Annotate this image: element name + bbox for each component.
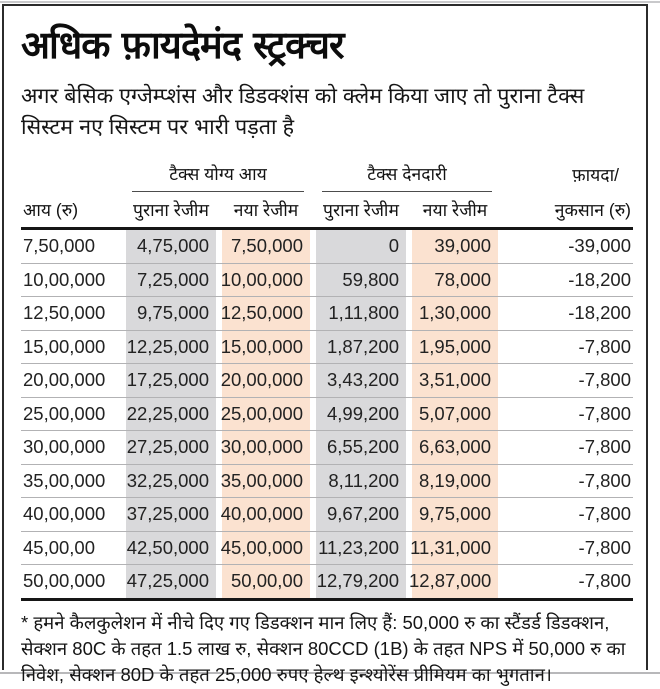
table-cell: 20,00,000	[21, 364, 123, 398]
group-header-row	[21, 155, 633, 192]
table-cell: -18,200	[501, 264, 633, 298]
table-cell: 1,95,000	[409, 331, 501, 365]
table-cell: 78,000	[409, 264, 501, 298]
table-cell: 25,00,000	[219, 398, 313, 432]
column-header-old-regime-taxable: पुराना रेजीम	[123, 192, 219, 230]
table-cell: 30,00,000	[219, 431, 313, 465]
table-row	[21, 565, 633, 601]
column-header-new-regime-taxable: नया रेजीम	[219, 192, 313, 230]
table-cell: -7,800	[501, 532, 633, 566]
footnote: * हमने कैलकुलेशन में नीचे दिए गए डिडक्शन मान लिए हैं: 50,000 रु का स्टैंडर्ड डिडक्शन, सेक्शन 80C के तहत 1.5 लाख रु, सेक्शन 80CCD (1B) के तहत NPS में 50,000 रु का निवेश, सेक्शन 80D के तहत 25,000 रुपए हेल्थ इन्श्योरेंस प्रीमियम का भुगतान।	[21, 611, 626, 686]
table-cell: 50,00,00	[219, 565, 313, 601]
table-cell: 22,25,000	[123, 398, 219, 432]
table-cell: 9,75,000	[123, 297, 219, 331]
table-cell: 6,55,200	[313, 431, 409, 465]
table-cell: 27,25,000	[123, 431, 219, 465]
table-cell: 59,800	[313, 264, 409, 298]
table-cell: 4,99,200	[313, 398, 409, 432]
table-row	[21, 398, 633, 432]
table-cell: -39,000	[501, 230, 633, 264]
table-row	[21, 465, 633, 499]
table-cell: 3,51,000	[409, 364, 501, 398]
table-cell: 17,25,000	[123, 364, 219, 398]
table-cell: 12,25,000	[123, 331, 219, 365]
page-title: अधिक फ़ायदेमंद स्ट्रक्चर	[21, 23, 344, 67]
table-header	[21, 155, 633, 230]
table-cell: 25,00,000	[21, 398, 123, 432]
table-cell: 45,00,00	[21, 532, 123, 566]
infographic-card	[2, 4, 648, 686]
table-cell: -18,200	[501, 297, 633, 331]
table-cell: 12,79,200	[313, 565, 409, 601]
table-cell: 0	[313, 230, 409, 264]
column-header-benefit-line2: नुकसान (रु)	[501, 192, 633, 230]
sub-header-row	[21, 192, 633, 230]
table-row	[21, 364, 633, 398]
table-row	[21, 264, 633, 298]
table-row	[21, 498, 633, 532]
group-header-taxable-income-cell	[123, 155, 313, 192]
table-cell: 35,00,000	[219, 465, 313, 499]
table-cell: 32,25,000	[123, 465, 219, 499]
table-row	[21, 532, 633, 566]
table-cell: 20,00,000	[219, 364, 313, 398]
table-cell: 15,00,000	[21, 331, 123, 365]
subtitle: अगर बेसिक एग्जेम्प्शंस और डिडक्शंस को क्लेम किया जाए तो पुराना टैक्स सिस्टम नए सिस्टम पर भारी पड़ता है	[21, 83, 585, 140]
table-cell: 10,00,000	[219, 264, 313, 298]
table-cell: -7,800	[501, 364, 633, 398]
table-cell: 40,00,000	[219, 498, 313, 532]
table-cell: 12,50,000	[21, 297, 123, 331]
table-cell: -7,800	[501, 465, 633, 499]
table-cell: -7,800	[501, 498, 633, 532]
table-cell: 47,25,000	[123, 565, 219, 601]
group-header-taxable-income: टैक्स योग्य आय	[132, 162, 304, 192]
column-header-income: आय (रु)	[21, 192, 123, 230]
table-cell: 7,50,000	[21, 230, 123, 264]
spacer-cell	[21, 155, 123, 192]
table-cell: 3,43,200	[313, 364, 409, 398]
table-cell: 8,19,000	[409, 465, 501, 499]
table-cell: 15,00,000	[219, 331, 313, 365]
column-header-old-regime-liability: पुराना रेजीम	[313, 192, 409, 230]
table-cell: 6,63,000	[409, 431, 501, 465]
table-cell: 10,00,000	[21, 264, 123, 298]
table-cell: -7,800	[501, 331, 633, 365]
table-cell: 11,23,200	[313, 532, 409, 566]
column-header-benefit-line1: फ़ायदा/	[572, 165, 619, 186]
top-hairline	[0, 1, 660, 3]
group-header-tax-liability: टैक्स देनदारी	[322, 162, 492, 192]
table-cell: 7,25,000	[123, 264, 219, 298]
table-cell: 12,87,000	[409, 565, 501, 601]
table-cell: 45,00,000	[219, 532, 313, 566]
table-row	[21, 431, 633, 465]
table-cell: 9,67,200	[313, 498, 409, 532]
table-cell: 37,25,000	[123, 498, 219, 532]
table-cell: 50,00,000	[21, 565, 123, 601]
table-cell: 39,000	[409, 230, 501, 264]
table-row	[21, 297, 633, 331]
table-cell: 7,50,000	[219, 230, 313, 264]
table-cell: 11,31,000	[409, 532, 501, 566]
table-row	[21, 331, 633, 365]
table-cell: 1,30,000	[409, 297, 501, 331]
table-cell: -7,800	[501, 398, 633, 432]
table-cell: 35,00,000	[21, 465, 123, 499]
table-cell: 1,87,200	[313, 331, 409, 365]
table-cell: 12,50,000	[219, 297, 313, 331]
table-cell: 8,11,200	[313, 465, 409, 499]
table-cell: 1,11,800	[313, 297, 409, 331]
table-cell: 30,00,000	[21, 431, 123, 465]
tax-comparison-table	[21, 155, 633, 601]
table-cell: -7,800	[501, 565, 633, 601]
table-cell: 5,07,000	[409, 398, 501, 432]
table-cell: -7,800	[501, 431, 633, 465]
column-header-new-regime-liability: नया रेजीम	[409, 192, 501, 230]
table-body	[21, 230, 633, 601]
table-cell: 40,00,000	[21, 498, 123, 532]
table-cell: 4,75,000	[123, 230, 219, 264]
table-cell: 9,75,000	[409, 498, 501, 532]
table-cell: 42,50,000	[123, 532, 219, 566]
group-header-tax-liability-cell	[313, 155, 501, 192]
table-row	[21, 230, 633, 264]
